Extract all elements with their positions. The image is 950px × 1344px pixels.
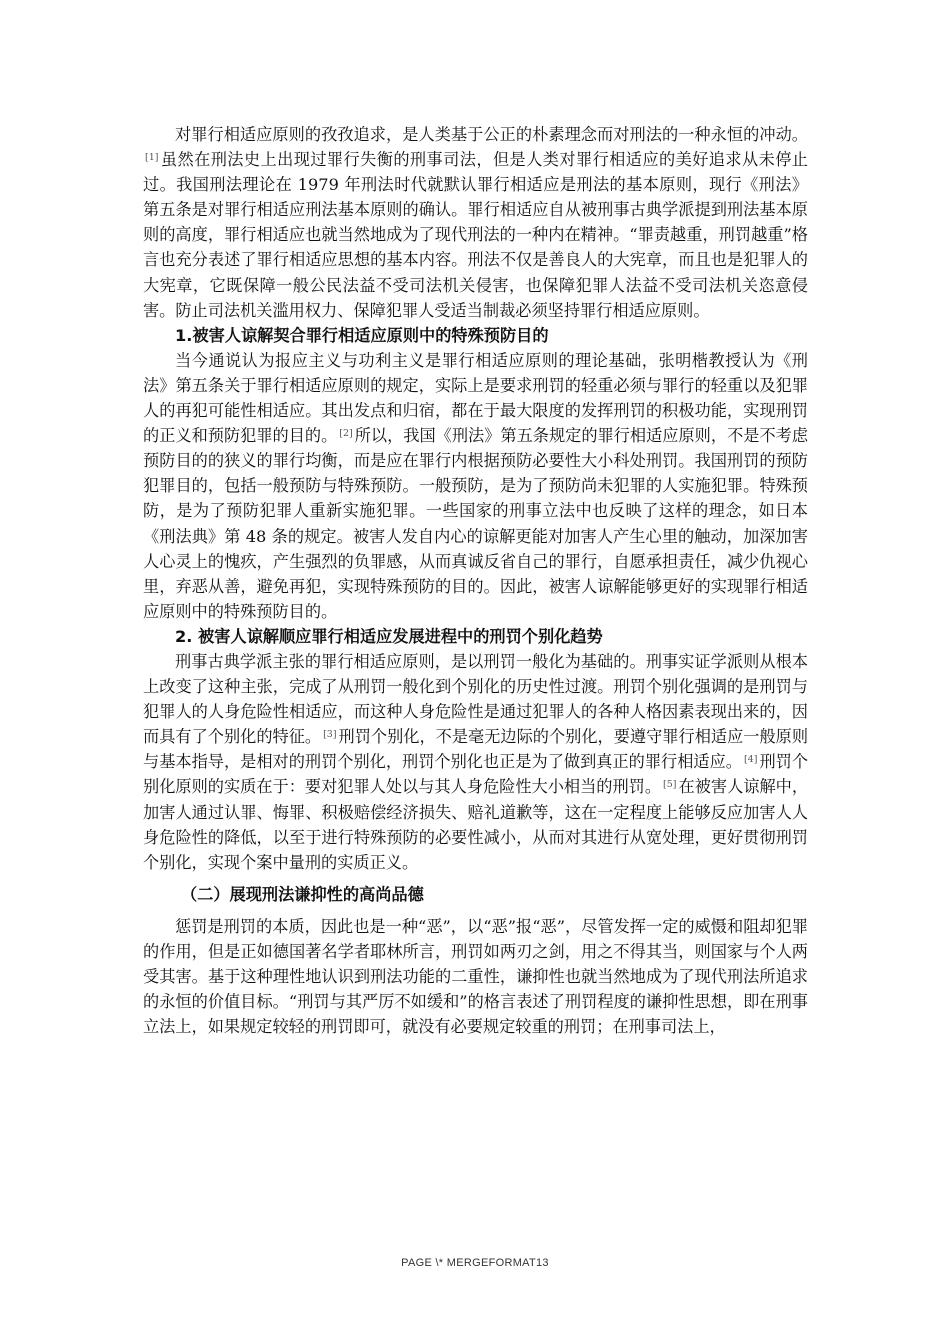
paragraph-2 [143,348,808,624]
section-heading-1: 1.被害人谅解契合罪行相适应原则中的特殊预防目的 [175,325,549,345]
paragraph-2-text-b: 所以，我国《刑法》第五条规定的罪行相适应原则，不是不考虑预防目的的狭义的罪行均衡，而是应在罪行内根据预防必要性大小科处刑罚。我国刑罚的预防犯罪目的，包括一般预防与特殊预防。一般预防，是为了预防尚未犯罪的人实施犯罪。特殊预防，是为了预防犯罪人重新实施犯罪。一些国家的刑事立法中也反映了这样的理念，如日本《刑法典》第 48 条的规定。被害人发自内心的谅解更能对加害人产生心里的触动，加深加害人心灵上的愧疚，产生强烈的负罪感，从而真诚反省自己的罪行，自愿承担责任，减少仇视心里，弃恶从善，避免再犯，实现特殊预防的目的。因此，被害人谅解能够更好的实现罪行相适应原则中的特殊预防目的。 [143,426,809,621]
paragraph-2-text-a: 当今通说认为报应主义与功利主义是罪行相适应原则的理论基础，张明楷教授认为《刑法》第五条关于罪行相适应原则的规定，实际上是要求刑罚的轻重必须与罪行的轻重以及犯罪人的再犯可能性相适应。其出发点和归宿，都在于最大限度的发挥刑罚的积极功能，实现刑罚的正义和预防犯罪的目的。 [143,350,808,446]
paragraph-3-text-b: 刑罚个别化，不是毫无边际的个别化，要遵守罪行相适应一般原则与基本指导，是相对的刑罚个别化，刑罚个别化也正是为了做到真正的罪行相适应。 [143,727,809,772]
paragraph-3 [143,649,808,875]
paragraph-3-text-d: 在被害人谅解中，加害人通过认罪、悔罪、积极赔偿经济损失、赔礼道歉等，这在一定程度上能够反应加害人人身危险性的降低，以至于进行特殊预防的必要性减小，从而对其进行从宽处理，更好贯彻刑罚个别化，实现个案中量刑的实质正义。 [143,777,809,872]
citation-1: [1] [145,152,159,164]
paragraph-3-text-c: 刑罚个别化原则的实质在于：要对犯罪人处以与其人身危险性大小相当的刑罚。 [143,752,809,797]
paragraph-1 [143,122,808,323]
citation-4: [4] [743,754,758,766]
citation-2: [2] [339,428,353,440]
citation-5: [5] [663,779,677,791]
paragraph-4-text: 惩罚是刑罚的本质，因此也是一种“恶”，以“恶”报“恶”，尽管发挥一定的威慑和阻却犯罪的作用，但是正如德国著名学者耶林所言，刑罚如两刃之剑，用之不得其当，则国家与个人两受其害。基于这种理性地认识到刑法功能的二重性，谦抑性也就当然地成为了现代刑法所追求的永恒的价值目标。“刑罚与其严厉不如缓和”的格言表述了刑罚程度的谦抑性思想，即在刑事立法上，如果规定较轻的刑罚即可，就没有必要规定较重的刑罚；在刑事司法上， [143,916,808,1037]
document-body [143,122,808,1039]
section-heading-3: （二）展现刑法谦抑性的高尚品德 [181,884,424,904]
paragraph-1-text-b: 虽然在刑法史上出现过罪行失衡的刑事司法，但是人类对罪行相适应的美好追求从未停止过。我国刑法理论在 1979 年刑法时代就默认罪行相适应是刑法的基本原则，现行《刑法》第五条是对罪行相适应刑法基本原则的确认。罪行相适应自从被刑事古典学派提到刑法基本原则的高度，罪行相适应也就当然地成为了现代刑法的一种内在精神。“罪责越重，刑罚越重”格言也充分表述了罪行相适应思想的基本内容。刑法不仅是善良人的大宪章，而且也是犯罪人的大宪章，它既保障一般公民法益不受司法机关侵害，也保障犯罪人法益不受司法机关恣意侵害。防止司法机关滥用权力、保障犯罪人受适当制裁必须坚持罪行相适应原则。 [143,150,808,320]
paragraph-3-text-a: 刑事古典学派主张的罪行相适应原则，是以刑罚一般化为基础的。刑事实证学派则从根本上改变了这种主张，完成了从刑罚一般化到个别化的历史性过渡。刑罚个别化强调的是刑罚与犯罪人的人身危险性相适应，而这种人身危险性是通过犯罪人的各种人格因素表现出来的，因而具有了个别化的特征。 [143,651,808,747]
page-footer: PAGE \* MERGEFORMAT13 [401,1257,549,1269]
paragraph-4 [143,914,808,1039]
paragraph-1-text-a: 对罪行相适应原则的孜孜追求，是人类基于公正的朴素理念而对刑法的一种永恒的冲动。 [175,125,808,144]
citation-3: [3] [323,729,337,741]
section-heading-2: 2. 被害人谅解顺应罪行相适应发展进程中的刑罚个别化趋势 [175,626,603,646]
